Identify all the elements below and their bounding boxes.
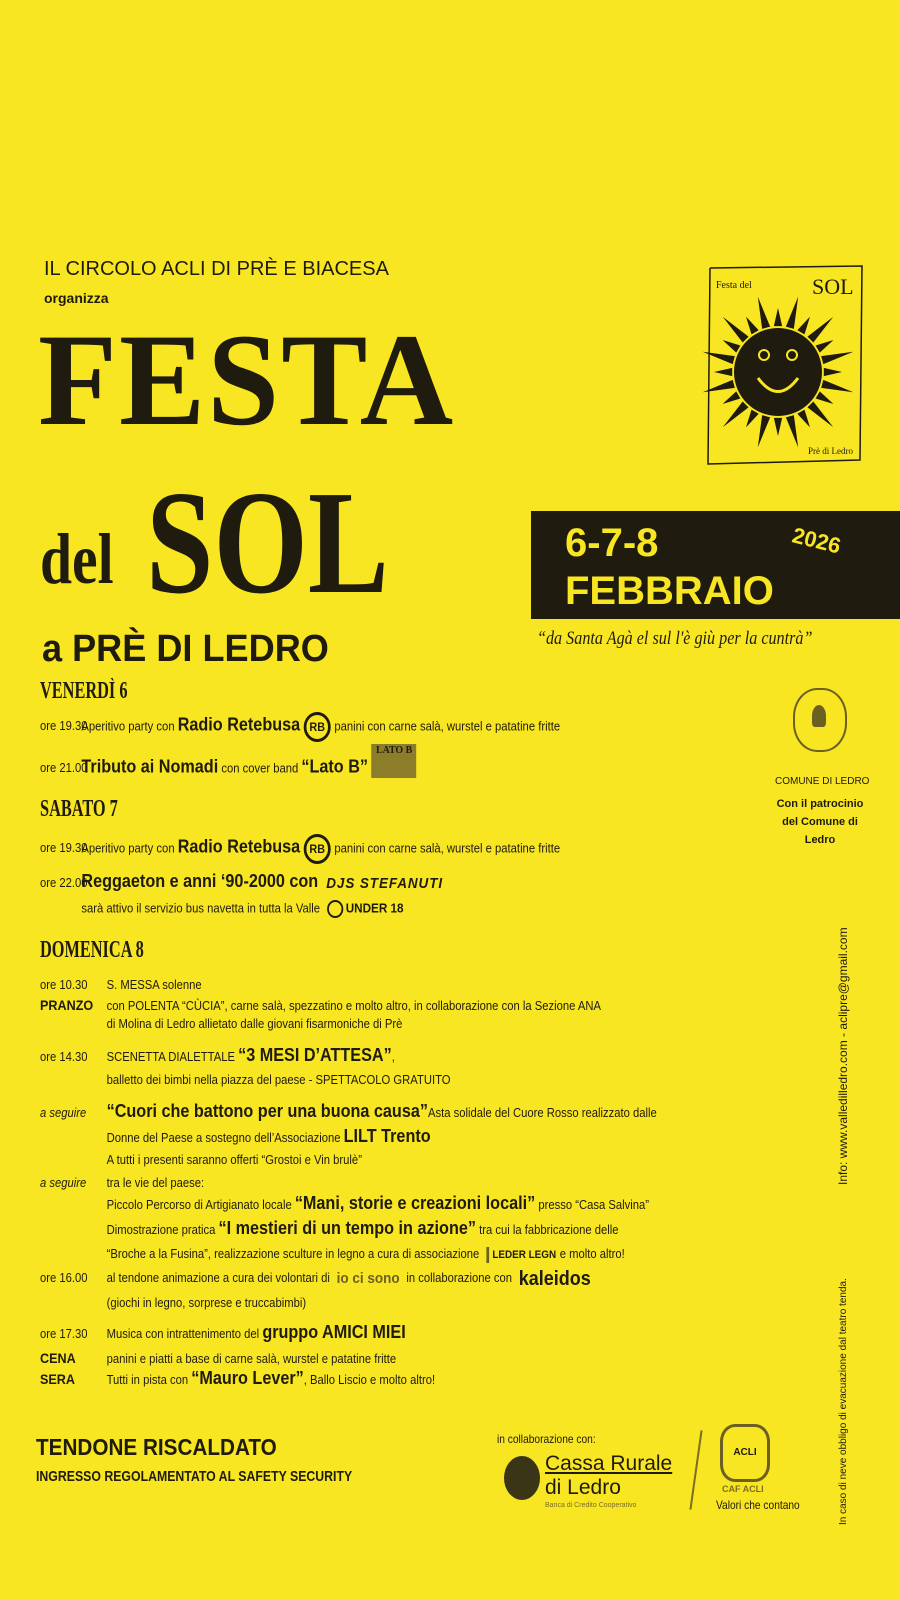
row-text: Aperitivo party con	[81, 719, 178, 734]
dj-logo: DJS STEFANUTI	[326, 874, 444, 892]
row-text: Asta solidale del Cuore Rosso realizzato dalle	[427, 1106, 657, 1120]
program-row	[40, 977, 202, 993]
highlight-text: “3 MESI D’ATTESA”	[238, 1045, 392, 1065]
program-row	[40, 1128, 431, 1146]
heated-tent: TENDONE RISCALDATO	[36, 1434, 277, 1460]
row-time-label: ore 17.30	[40, 1327, 88, 1341]
program-row	[40, 1350, 396, 1367]
sun-face-icon	[734, 328, 822, 416]
logo-sol-text: SOL	[812, 274, 854, 299]
program-row	[40, 1016, 402, 1032]
bank-name-1: Cassa Rurale	[545, 1452, 673, 1475]
latob-logo: LATO B	[372, 744, 417, 778]
row-time-label: PRANZO	[40, 997, 94, 1013]
row-text: Dimostrazione pratica	[106, 1223, 219, 1237]
row-text: balletto dei bimbi nella piazza del paese - SPETTACOLO GRATUITO	[106, 1073, 451, 1087]
row-time-label: a seguire	[40, 1176, 87, 1190]
logo-top-text: Festa del	[716, 280, 752, 291]
organizes-label: organizza	[44, 290, 109, 306]
patronage-text: Con il patrocinio del Comune di Ledro	[776, 798, 864, 846]
program-row	[40, 873, 447, 892]
festa-sol-logo	[690, 260, 870, 470]
caf-acli: CAF ACLI	[722, 1484, 764, 1494]
row-time-label: ore 14.30	[40, 1050, 88, 1064]
title-sol: SOL	[146, 461, 389, 625]
location: a PRÈ DI LEDRO	[42, 628, 329, 670]
motto: “da Santa Agà el sul l'è giù per la cuntrà”	[537, 628, 813, 649]
organizer: IL CIRCOLO ACLI DI PRÈ E BIACESA	[44, 258, 389, 280]
program-row	[40, 1324, 406, 1342]
title-del: del	[40, 519, 114, 599]
row-text: panini con carne salà, wurstel e patatine fritte	[334, 719, 561, 734]
program-row	[40, 1047, 395, 1065]
highlight-text: “I mestieri di un tempo in azione”	[218, 1218, 476, 1238]
highlight-text: “Mauro Lever”	[191, 1368, 304, 1388]
row-text: Aperitivo party con	[81, 841, 178, 856]
event-days: 6-7-8	[565, 521, 659, 565]
row-text: e molto altro!	[559, 1247, 625, 1261]
highlight-text: “Cuori che battono per una buona causa”	[106, 1101, 428, 1121]
comune-name: COMUNE DI LEDRO	[775, 776, 870, 787]
program-row	[40, 1267, 594, 1290]
row-text: S. MESSA solenne	[106, 978, 202, 992]
iocisono-logo: io ci sono	[336, 1269, 400, 1287]
event-month: FEBBRAIO	[565, 569, 774, 613]
program-row	[40, 834, 560, 864]
patronage-block	[775, 688, 870, 849]
row-time-label: a seguire	[40, 1106, 87, 1120]
snow-notice: In caso di neve obbligo di evacuazione dal teatro tenda.	[838, 1278, 849, 1525]
row-text: in collaborazione con	[403, 1271, 516, 1285]
cassa-rurale-icon	[504, 1456, 540, 1500]
highlight-text: Radio Retebusa	[177, 836, 301, 857]
program-row	[40, 997, 601, 1014]
program-row	[40, 1370, 435, 1388]
row-text: Donne del Paese a sostegno dell’Associazione	[106, 1131, 344, 1145]
program-row	[40, 1295, 306, 1311]
day-heading-sunday: DOMENICA 8	[40, 937, 144, 963]
u18-logo	[327, 900, 404, 918]
program-row	[40, 1246, 625, 1263]
row-text: SCENETTA DIALETTALE	[106, 1050, 239, 1064]
row-time-label: ore 16.00	[40, 1271, 88, 1285]
day-heading-friday: VENERDÌ 6	[40, 678, 128, 704]
row-text: ,	[391, 1050, 395, 1064]
kal-logo: kaleidos	[518, 1267, 591, 1290]
row-time-label: ore 19.30	[40, 719, 88, 734]
leder-logo: LEDER LEGN	[486, 1247, 556, 1263]
row-text: panini e piatti a base di carne salà, wurstel e patatine fritte	[106, 1352, 397, 1366]
row-text: (giochi in legno, sorprese e truccabimbi)	[106, 1296, 307, 1310]
row-text: presso “Casa Salvina”	[535, 1198, 650, 1212]
under18-text: UNDER 18	[345, 900, 404, 916]
row-text: con POLENTA “CÙCIA”, carne salà, spezzatino e molto altro, in collaborazione con la Sezione ANA	[106, 999, 602, 1013]
row-text: , Ballo Liscio e molto altro!	[303, 1373, 436, 1387]
collab-label: in collaborazione con:	[497, 1432, 596, 1446]
row-time-label: CENA	[40, 1350, 76, 1366]
program-row	[40, 1175, 204, 1191]
program-row	[40, 1220, 619, 1238]
row-time-label: ore 21.00	[40, 761, 88, 776]
row-text: sarà attivo il servizio bus navetta in tutta la Valle	[81, 901, 324, 916]
row-time-label: ore 22.00	[40, 876, 88, 890]
program-row	[40, 1072, 450, 1088]
row-time-label: ore 10.30	[40, 978, 88, 992]
program-row	[40, 1195, 649, 1213]
divider	[689, 1430, 702, 1509]
row-text: Piccolo Percorso di Artigianato locale	[106, 1198, 295, 1212]
row-text: panini con carne salà, wurstel e patatine fritte	[334, 841, 561, 856]
row-time-label: ore 19.30	[40, 841, 88, 856]
row-text: Musica con intrattenimento del	[106, 1327, 263, 1341]
highlight-text: Tributo ai Nomadi	[81, 756, 219, 777]
event-year: 2026	[789, 522, 844, 559]
program-row	[40, 1152, 362, 1168]
no-entry-icon	[327, 900, 343, 918]
logo-bottom-text: Prè di Ledro	[808, 446, 853, 456]
info-contacts: Info: www.valledilledro.com - aclipre@gmail.com	[836, 927, 850, 1185]
program-row	[40, 712, 560, 742]
day-heading-saturday: SABATO 7	[40, 796, 118, 822]
row-text: tra cui la fabbricazione delle	[475, 1223, 619, 1237]
highlight-text: “Lato B”	[301, 756, 368, 777]
row-text: di Molina di Ledro allietato dalle giovani fisarmoniche di Prè	[106, 1017, 403, 1031]
row-text: con cover band	[218, 761, 302, 776]
program-row	[40, 1103, 657, 1121]
entry-notice: INGRESSO REGOLAMENTATO AL SAFETY SECURITY	[36, 1468, 353, 1485]
title-festa: FESTA	[38, 306, 456, 453]
row-text: al tendone animazione a cura dei volontari di	[106, 1271, 334, 1285]
row-text: “Broche a la Fusina”, realizzazione sculture in legno a cura di associazione	[106, 1247, 483, 1261]
program-row	[40, 744, 420, 786]
bank-name-2: di Ledro	[545, 1476, 621, 1499]
comune-seal-icon	[793, 688, 847, 752]
row-time-label: SERA	[40, 1371, 76, 1387]
highlight-text: LILT Trento	[343, 1126, 431, 1146]
rb-logo: RB	[304, 834, 331, 864]
row-text: Tutti in pista con	[106, 1373, 192, 1387]
highlight-text: Radio Retebusa	[177, 714, 301, 735]
slogan: Valori che contano	[716, 1498, 800, 1512]
program-row	[40, 900, 407, 918]
row-text: A tutti i presenti saranno offerti “Grostoi e Vin brulè”	[106, 1153, 362, 1167]
bank-subtitle: Banca di Credito Cooperativo	[545, 1502, 637, 1509]
row-text: tra le vie del paese:	[106, 1176, 205, 1190]
acli-logo: ACLI	[720, 1424, 770, 1482]
highlight-text: “Mani, storie e creazioni locali”	[294, 1193, 536, 1213]
cassa-rurale-logo	[500, 1452, 680, 1510]
highlight-text: gruppo AMICI MIEI	[262, 1322, 406, 1342]
highlight-text: Reggaeton e anni ‘90-2000 con	[81, 871, 323, 891]
rb-logo: RB	[304, 712, 331, 742]
